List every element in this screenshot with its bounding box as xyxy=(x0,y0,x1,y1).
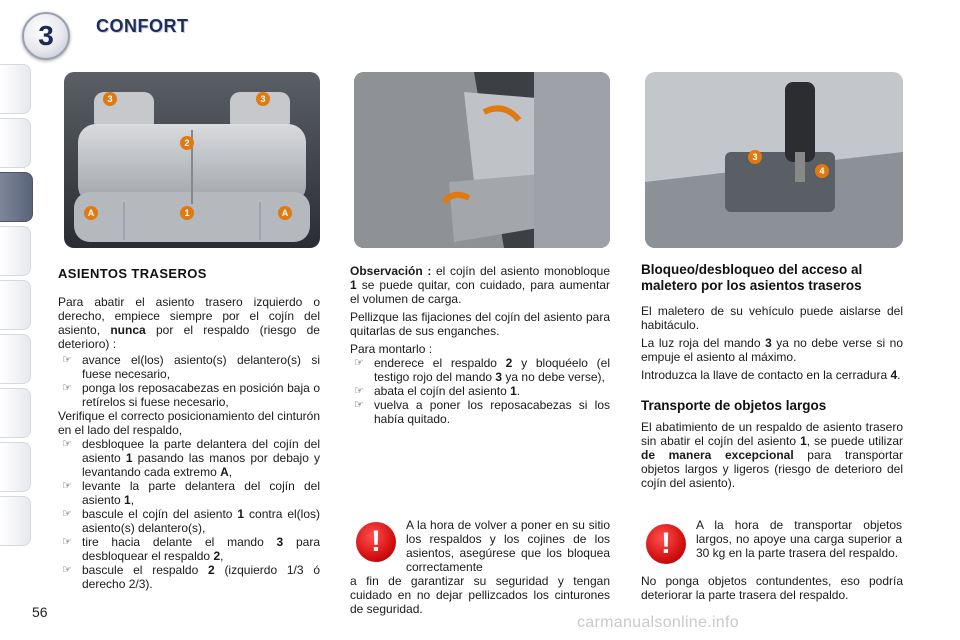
warning-text-top: A la hora de transportar objetos largos, no apoye una carga superior a 30 kg en la parte trasera del respaldo. xyxy=(696,518,902,560)
list-item: ☞ bascule el respaldo 2 (izquierdo 1/3 ó derecho 2/3). xyxy=(62,563,320,591)
photo-label: 1 xyxy=(180,206,194,220)
list-item: ☞ avance el(los) asiento(s) delantero(s) si fuese necesario, xyxy=(62,353,320,381)
warning-text-bottom: No ponga objetos contundentes, eso podría deteriorar la parte trasera del respaldo. xyxy=(641,574,903,602)
watermark: carmanualsonline.info xyxy=(577,614,739,631)
hand-pointer-icon: ☞ xyxy=(62,438,72,450)
page-number: 56 xyxy=(32,604,48,620)
hand-pointer-icon: ☞ xyxy=(62,564,72,576)
list-item: ☞ ponga los reposacabezas en posición baja o retírelos si fuese necesario, xyxy=(62,381,320,409)
hand-pointer-icon: ☞ xyxy=(62,354,72,366)
hand-pointer-icon: ☞ xyxy=(354,357,364,369)
paragraph: La luz roja del mando 3 ya no debe verse si no empuje el asiento al máximo. xyxy=(641,336,904,364)
list-item: ☞ levante la parte delantera del cojín del asiento 1, xyxy=(62,479,320,507)
photo-label: A xyxy=(278,206,292,220)
photo-label: 3 xyxy=(748,150,762,164)
rear-seats-section xyxy=(58,266,320,591)
hand-pointer-icon: ☞ xyxy=(354,399,364,411)
trunk-access-section xyxy=(641,262,903,490)
photo-label: 3 xyxy=(103,92,117,106)
verify-paragraph: Verifique el correcto posicionamiento del cinturón en el lado del respaldo, xyxy=(58,409,320,437)
chapter-tab[interactable] xyxy=(0,118,31,168)
folded-seat-photo xyxy=(354,72,610,248)
chapter-tab[interactable] xyxy=(0,442,31,492)
pinch-paragraph: Pellizque las fijaciones del cojín del asiento para quitarlas de sus enganches. xyxy=(350,310,610,338)
warning-icon: ! xyxy=(356,522,396,562)
photo-label: 2 xyxy=(180,136,194,150)
photo-label: A xyxy=(84,206,98,220)
paragraph: Introduzca la llave de contacto en la cerradura 4. xyxy=(641,368,901,382)
warning-text-bottom: a fin de garantizar su seguridad y tengan cuidado en no dejar pellizcados los cinturones de seguridad. xyxy=(350,574,610,616)
chapter-tab[interactable] xyxy=(0,334,31,384)
list-item: ☞ bascule el cojín del asiento 1 contra el(los) asiento(s) delantero(s), xyxy=(62,507,320,535)
hand-pointer-icon: ☞ xyxy=(354,385,364,397)
chapter-tab-active[interactable] xyxy=(0,172,33,222)
warning-text-top: A la hora de volver a poner en su sitio los respaldos y los cojines de los asientos, asegúrese que los bloquea correctamente xyxy=(406,518,610,574)
hand-pointer-icon: ☞ xyxy=(62,508,72,520)
chapter-tab-strip xyxy=(0,64,34,574)
observation-paragraph: Observación : el cojín del asiento monobloque 1 se puede quitar, con cuidado, para aumentar el volumen de carga. xyxy=(350,264,610,306)
hand-pointer-icon: ☞ xyxy=(62,480,72,492)
list-item: ☞ vuelva a poner los reposacabezas si los había quitado. xyxy=(354,398,610,426)
paragraph: El maletero de su vehículo puede aislarse del habitáculo. xyxy=(641,304,903,332)
chapter-tab[interactable] xyxy=(0,388,31,438)
chapter-tab[interactable] xyxy=(0,64,31,114)
chapter-tab[interactable] xyxy=(0,280,31,330)
observation-section xyxy=(350,264,610,426)
mount-paragraph: Para montarlo : xyxy=(350,342,433,356)
photo-label: 4 xyxy=(815,164,829,178)
section-title: ASIENTOS TRASEROS xyxy=(58,266,207,281)
section-title: Transporte de objetos largos xyxy=(641,398,827,413)
warning-icon: ! xyxy=(646,524,686,564)
chapter-number-badge: 3 xyxy=(22,12,70,60)
intro-paragraph: Para abatir el asiento trasero izquierdo o derecho, empiece siempre por el cojín del asiento, nunca por el respaldo (riesgo de deterioro) : xyxy=(58,295,320,351)
list-item: ☞ desbloquee la parte delantera del cojín del asiento 1 pasando las manos por debajo y levantando cada extremo A, xyxy=(62,437,320,479)
section-title: Bloqueo/desbloqueo del acceso al maletero por los asientos traseros xyxy=(641,262,863,293)
hand-pointer-icon: ☞ xyxy=(62,536,72,548)
list-item: ☞ abata el cojín del asiento 1. xyxy=(354,384,521,398)
photo-label: 3 xyxy=(256,92,270,106)
paragraph: El abatimiento de un respaldo de asiento trasero sin abatir el cojín del asiento 1, se puede utilizar de manera excepcional para transportar objetos largos y ligeros (riesgo de deterioro del cojín del asiento). xyxy=(641,420,903,490)
trunk-lock-photo xyxy=(645,72,903,248)
chapter-tab[interactable] xyxy=(0,226,31,276)
list-item: ☞ tire hacia delante el mando 3 para desbloquear el respaldo 2, xyxy=(62,535,320,563)
chapter-tab[interactable] xyxy=(0,496,31,546)
list-item: ☞ enderece el respaldo 2 y bloquéelo (el testigo rojo del mando 3 ya no debe verse), xyxy=(354,356,610,384)
chapter-title: CONFORT xyxy=(96,16,189,36)
hand-pointer-icon: ☞ xyxy=(62,382,72,394)
